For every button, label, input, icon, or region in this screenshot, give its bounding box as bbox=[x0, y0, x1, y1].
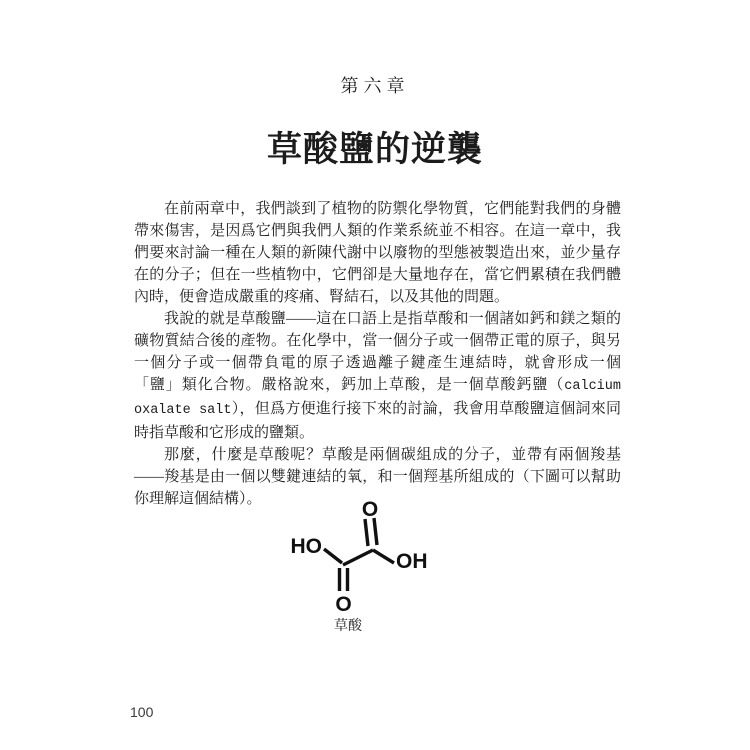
bond-to-ho bbox=[324, 549, 342, 563]
double-bond-top-line-2 bbox=[374, 518, 377, 545]
left-hydroxyl-label: HO bbox=[290, 535, 322, 558]
bottom-oxygen-atom-label: O bbox=[335, 593, 352, 616]
oxalic-acid-structure-figure bbox=[278, 493, 478, 648]
top-oxygen-atom-label: O bbox=[361, 498, 379, 521]
carbon-carbon-bond bbox=[343, 550, 373, 565]
figure-caption: 草酸 bbox=[334, 619, 362, 634]
body-text bbox=[134, 198, 621, 510]
paragraph-2-text-a: 我說的就是草酸鹽——這在口語上是指草酸和一個諸如鈣和鎂之類的礦物質結合後的產物。在化學中，當一個分子或一個帶正電的原子，與另一個分子或一個帶負電的原子透過離子鍵產生連結時，就會形成一個「鹽」類化合物。嚴格說來，鈣加上草酸，是一個草酸鈣鹽（ bbox=[134, 311, 621, 393]
right-hydroxyl-label: OH bbox=[396, 550, 428, 573]
page-number: 100 bbox=[130, 704, 154, 720]
chapter-label: 第六章 bbox=[340, 76, 410, 96]
paragraph-3-text: 那麼，什麼是草酸呢？草酸是兩個碳組成的分子，並帶有兩個羧基——羧基是由一個以雙鍵連結的氧，和一個羥基所組成的（下圖可以幫助你理解這個結構）。 bbox=[134, 447, 621, 507]
paragraph-1 bbox=[134, 198, 621, 308]
double-bond-top-line-1 bbox=[365, 519, 368, 546]
paragraph-2-latin-term: calcium oxalate salt bbox=[134, 379, 621, 418]
paragraph-2 bbox=[134, 308, 621, 444]
bond-to-oh bbox=[373, 550, 394, 563]
paragraph-1-text: 在前兩章中，我們談到了植物的防禦化學物質，它們能對我們的身體帶來傷害，是因爲它們與我們人類的作業系統並不相容。在這一章中，我們要來討論一種在人類的新陳代謝中以廢物的型態被製造出來，並少量存在的分子；但在一些植物中，它們卻是大量地存在，當它們累積在我們體內時，便會造成嚴重的疼痛、腎結石，以及其他的問題。 bbox=[134, 201, 621, 305]
chapter-title: 草酸鹽的逆襲 bbox=[266, 130, 483, 169]
paragraph-2-text-b: ），但爲方便進行接下來的討論，我會用草酸鹽這個詞來同時指草酸和它形成的鹽類。 bbox=[134, 401, 621, 441]
